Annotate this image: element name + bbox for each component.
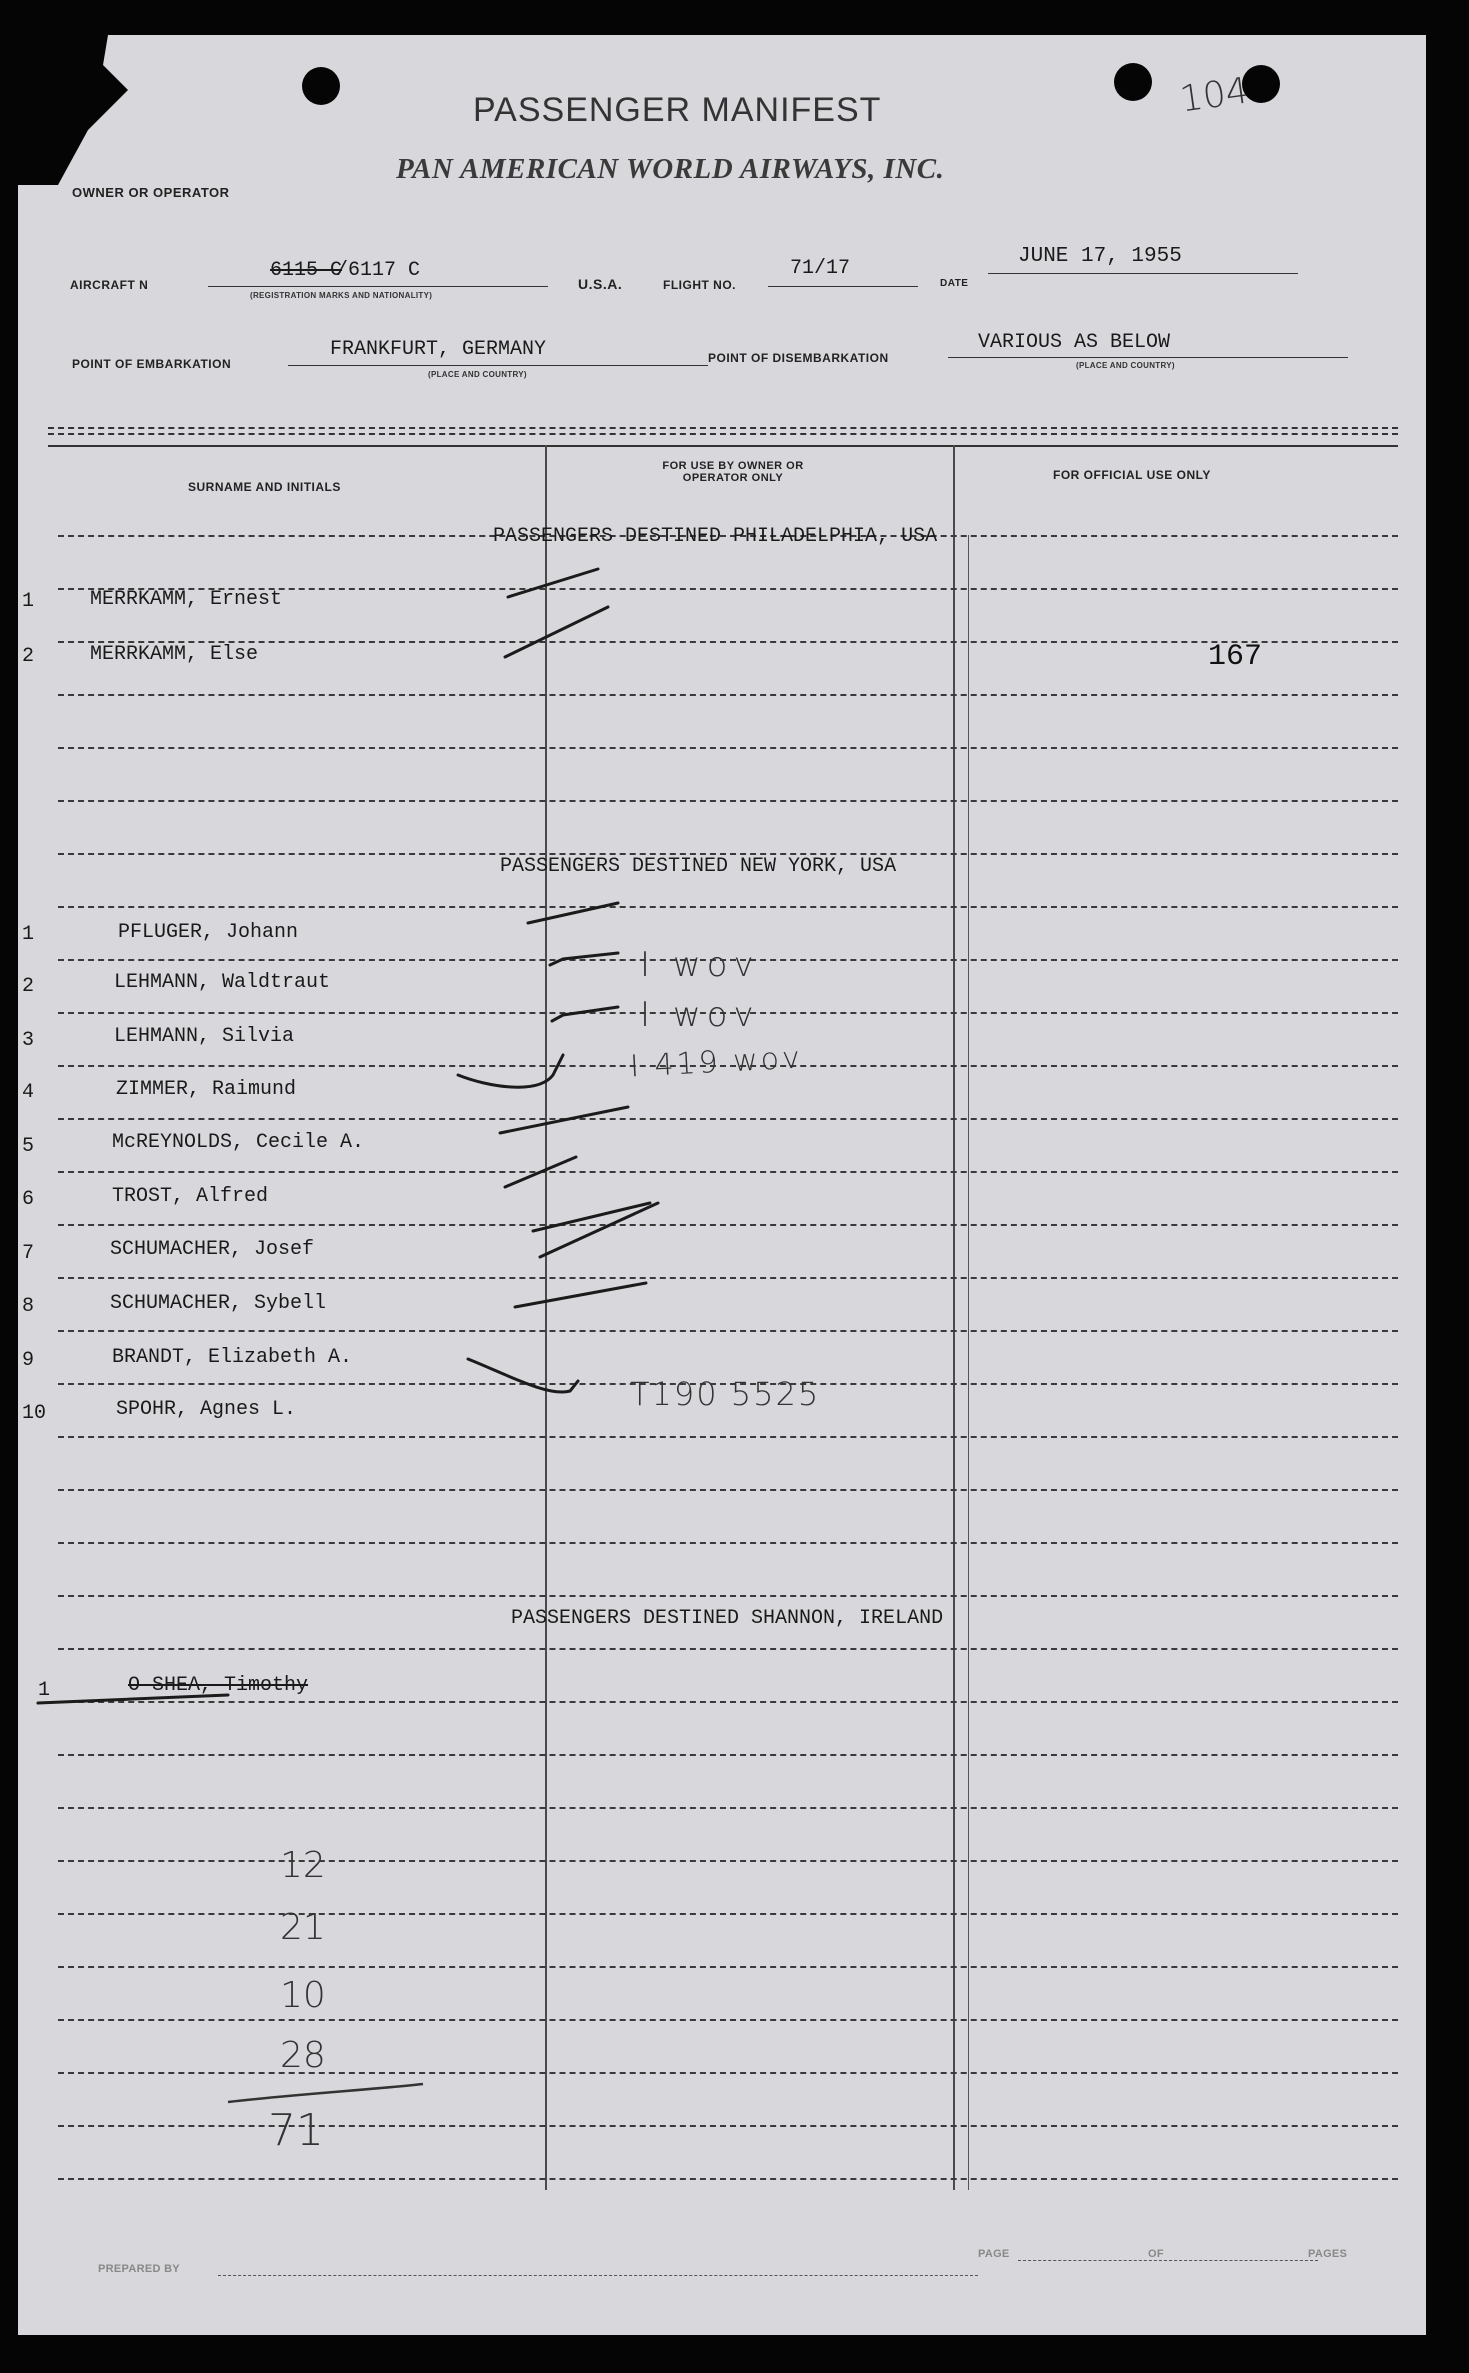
of-label: OF xyxy=(1148,2248,1164,2260)
row-number: 2 xyxy=(22,975,35,998)
tally-sum-line xyxy=(218,2080,438,2110)
flight-number: 71/17 xyxy=(790,257,851,280)
passenger-name: MERRKAMM, Ernest xyxy=(90,588,283,611)
passenger-name: McREYNOLDS, Cecile A. xyxy=(112,1131,365,1154)
page-title: PASSENGER MANIFEST xyxy=(473,91,882,129)
section-heading-philadelphia: PASSENGERS DESTINED PHILADELPHIA, USA xyxy=(493,525,938,548)
section-heading-shannon: PASSENGERS DESTINED SHANNON, IRELAND xyxy=(511,1607,944,1630)
date-label: DATE xyxy=(940,278,969,289)
passenger-name: BRANDT, Elizabeth A. xyxy=(112,1346,353,1369)
passenger-name: O SHEA, Timothy xyxy=(128,1674,309,1697)
handwritten-note: T190 5525 xyxy=(630,1375,821,1413)
passenger-name: SCHUMACHER, Sybell xyxy=(110,1292,327,1315)
tally-number: 28 xyxy=(280,2035,326,2076)
embarkation-value: FRANKFURT, GERMANY xyxy=(330,338,547,361)
section-heading-new-york: PASSENGERS DESTINED NEW YORK, USA xyxy=(500,855,897,878)
row-number: 9 xyxy=(22,1349,35,1372)
embarkation-sublabel: (PLACE AND COUNTRY) xyxy=(428,370,527,379)
row-number: 2 xyxy=(22,645,35,668)
passenger-name: TROST, Alfred xyxy=(112,1185,269,1208)
row-number: 1 xyxy=(22,590,35,613)
tally-number: 12 xyxy=(280,1845,326,1886)
official-note: 167 xyxy=(1208,640,1263,674)
row-number: 10 xyxy=(22,1402,47,1425)
row-number: 4 xyxy=(22,1081,35,1104)
col-official: FOR OFFICIAL USE ONLY xyxy=(1053,468,1211,482)
row-number: 1 xyxy=(22,923,35,946)
passenger-name: MERRKAMM, Else xyxy=(90,643,259,666)
row-number: 7 xyxy=(22,1242,35,1265)
company-name: PAN AMERICAN WORLD AIRWAYS, INC. xyxy=(396,153,945,185)
prepared-by-label: PREPARED BY xyxy=(98,2263,180,2275)
passenger-name: ZIMMER, Raimund xyxy=(116,1078,297,1101)
tally-number: 10 xyxy=(280,1975,326,2016)
country-label: U.S.A. xyxy=(578,276,623,292)
aircraft-struck: 6115 C xyxy=(270,259,343,282)
row-number: 1 xyxy=(38,1679,51,1702)
row-number: 6 xyxy=(22,1188,35,1211)
owner-label: OWNER OR OPERATOR xyxy=(72,185,230,200)
row-number: 8 xyxy=(22,1295,35,1318)
check-marks xyxy=(18,35,1426,2335)
col-owner-use: FOR USE BY OWNER OR OPERATOR ONLY xyxy=(662,460,804,484)
col-surname: SURNAME AND INITIALS xyxy=(188,480,341,494)
disembarkation-value: VARIOUS AS BELOW xyxy=(978,331,1171,354)
aircraft-sublabel: (REGISTRATION MARKS AND NATIONALITY) xyxy=(250,291,433,300)
aircraft-label: AIRCRAFT N xyxy=(70,278,149,292)
page-label: PAGE xyxy=(978,2248,1010,2260)
row-number: 3 xyxy=(22,1029,35,1052)
tally-total: 71 xyxy=(268,2105,324,2156)
passenger-name: SCHUMACHER, Josef xyxy=(110,1238,315,1261)
handwritten-note: I 419 wov xyxy=(629,1040,804,1085)
corner-mark: 104 xyxy=(1177,70,1252,121)
pages-label: PAGES xyxy=(1308,2248,1348,2260)
row-number: 5 xyxy=(22,1135,35,1158)
passenger-name: LEHMANN, Waldtraut xyxy=(114,971,331,994)
manifest-page xyxy=(18,35,1426,2335)
handwritten-note: I wov xyxy=(640,995,760,1035)
flight-date: JUNE 17, 1955 xyxy=(1018,245,1182,268)
disembarkation-sublabel: (PLACE AND COUNTRY) xyxy=(1076,361,1175,370)
passenger-name: SPOHR, Agnes L. xyxy=(116,1398,297,1421)
disembarkation-label: POINT OF DISEMBARKATION xyxy=(708,351,889,365)
passenger-name: LEHMANN, Silvia xyxy=(114,1025,295,1048)
handwritten-note: I wov xyxy=(640,945,760,985)
aircraft-number: /6117 C xyxy=(336,259,421,282)
passenger-name: PFLUGER, Johann xyxy=(118,921,299,944)
embarkation-label: POINT OF EMBARKATION xyxy=(72,357,232,371)
tally-number: 21 xyxy=(280,1907,326,1948)
flight-label: FLIGHT NO. xyxy=(663,278,736,292)
